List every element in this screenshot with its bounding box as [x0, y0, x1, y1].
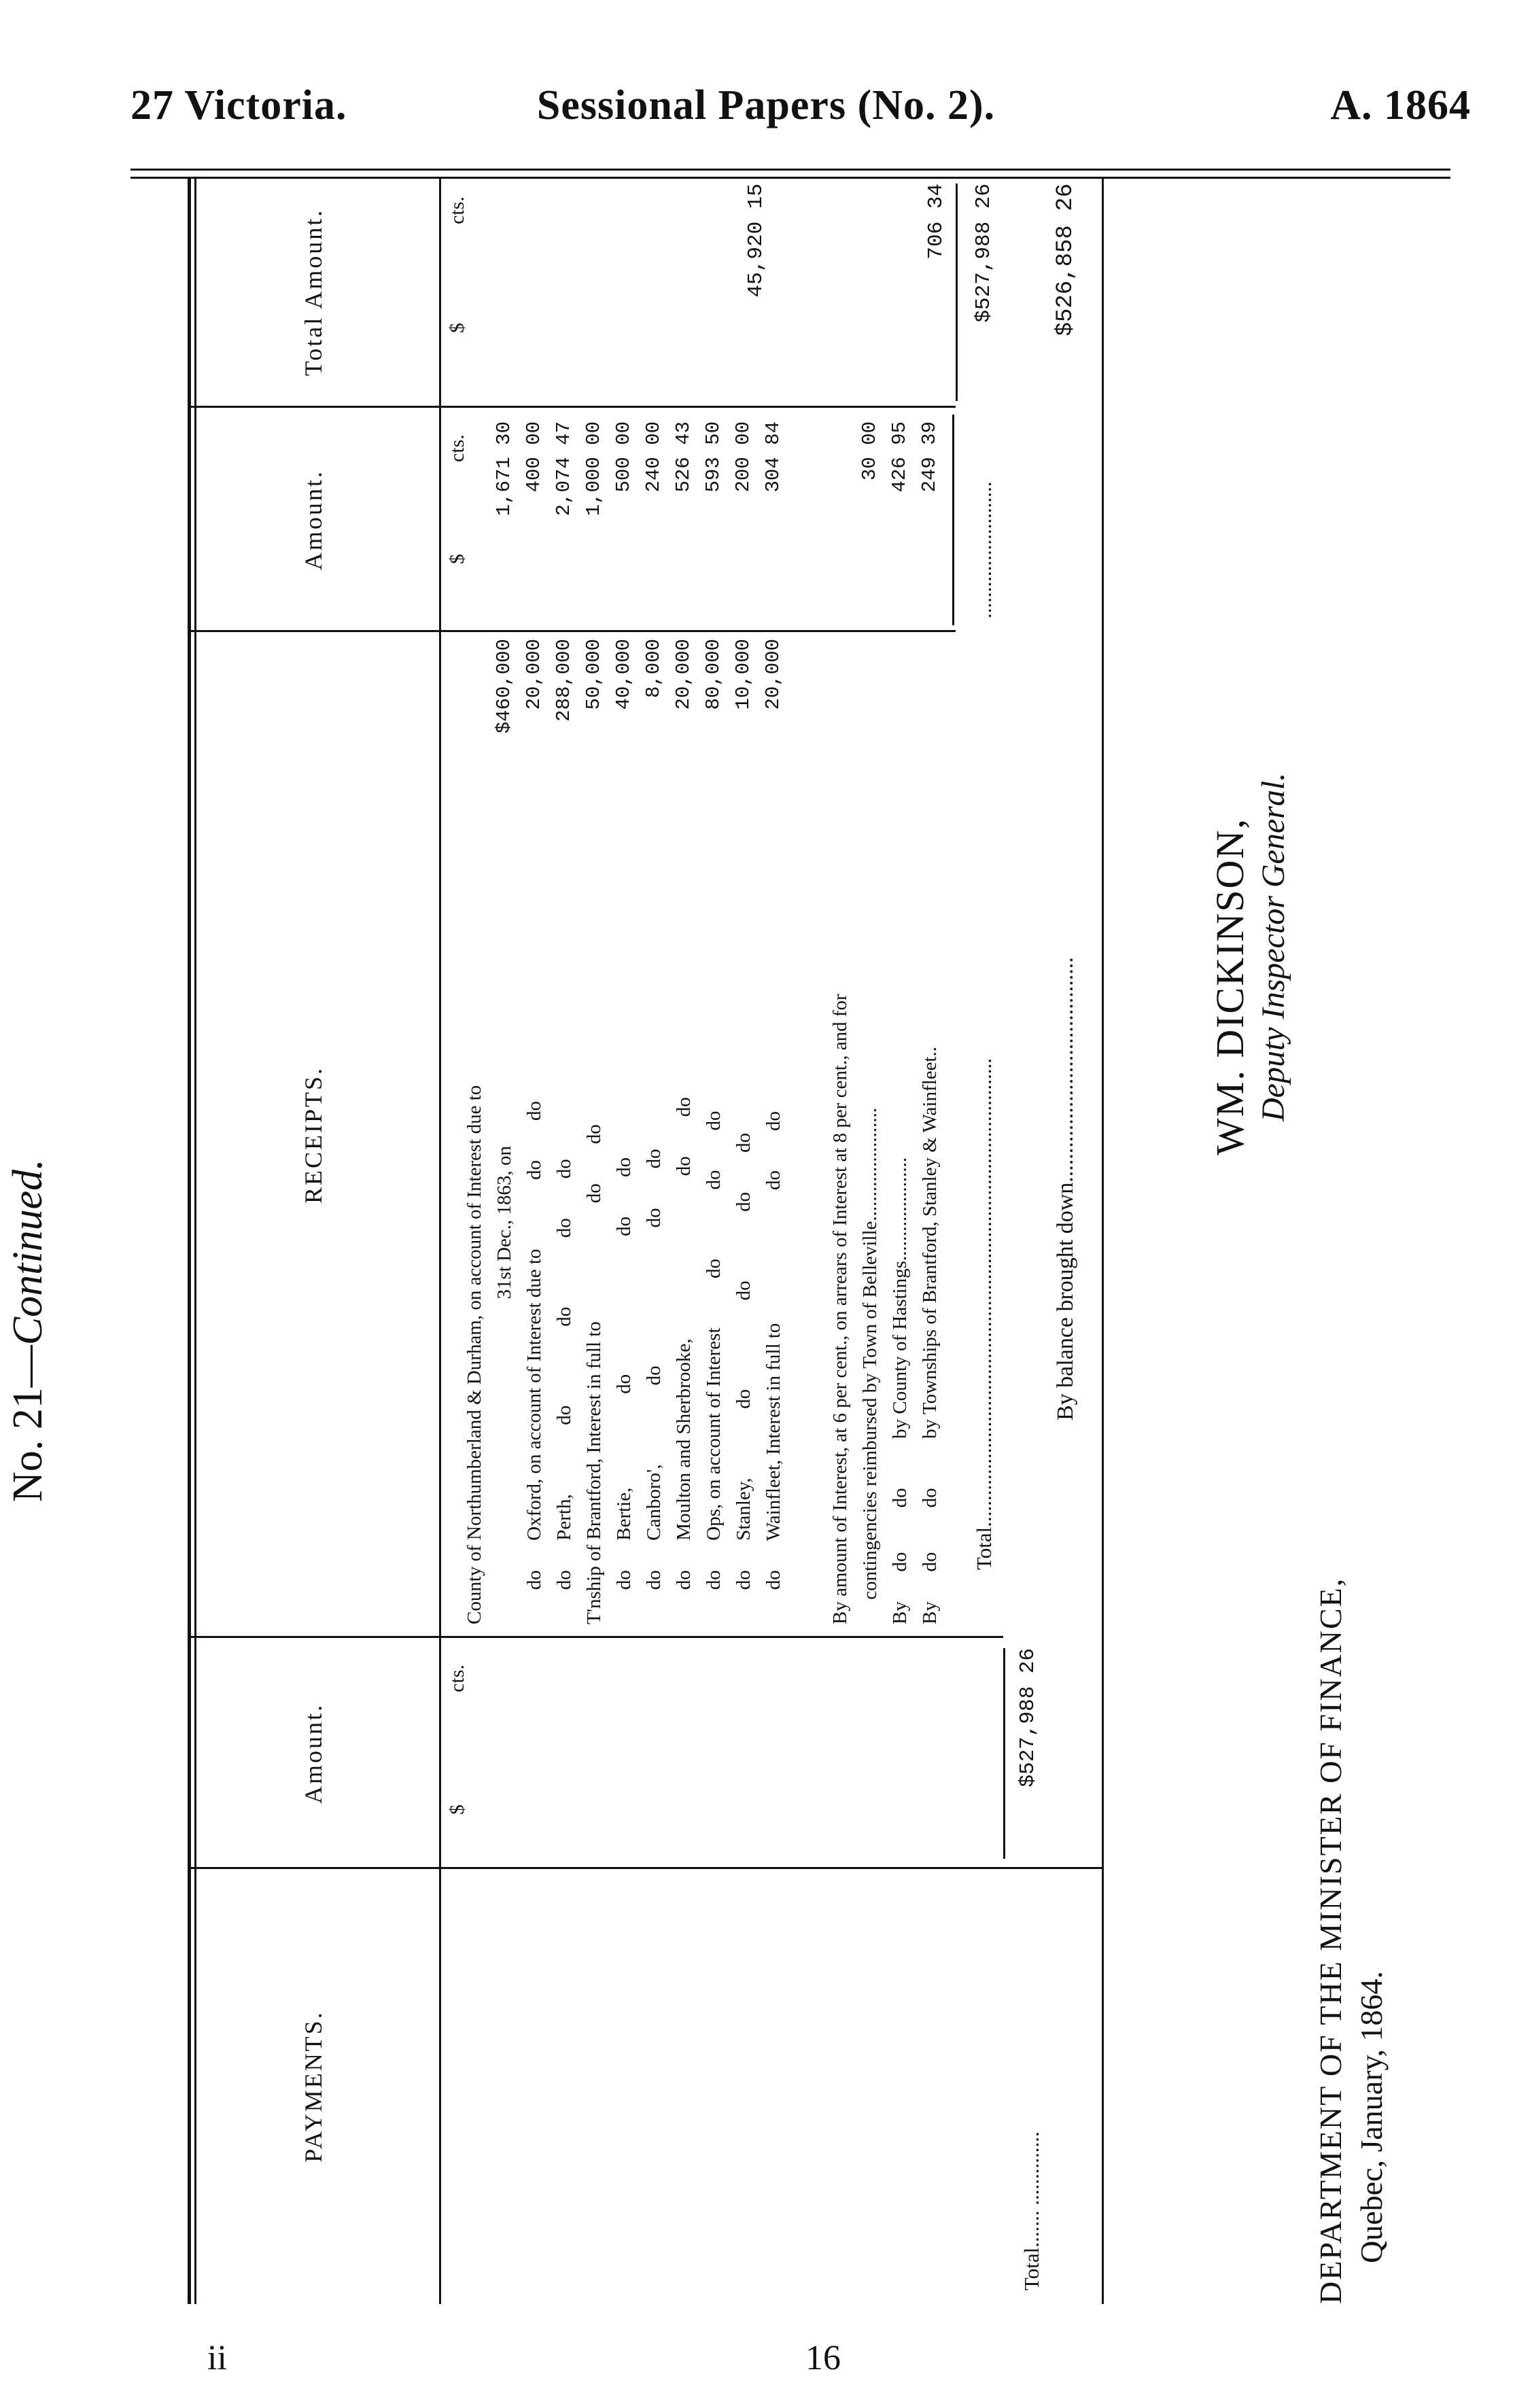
unit-cents-mid: cts.	[446, 434, 468, 462]
arrears-row-amount: 249 39	[918, 421, 941, 493]
receipt-row-principal: 20,000	[523, 639, 545, 710]
receipt-row-text: do Moulton and Sherbrooke, do do	[673, 1097, 695, 1624]
table-title: No. 21—Continued.	[5, 1159, 51, 1502]
total-rule	[956, 184, 958, 401]
col-payments: PAYMENTS.	[300, 2010, 327, 2163]
col-receipts: RECEIPTS.	[300, 1066, 327, 1204]
page-header-left: 27 Victoria.	[130, 82, 347, 128]
receipt-row-text: do Canboro', do do do	[643, 1149, 665, 1624]
balance-amount: $526,858 26	[1053, 184, 1079, 336]
receipt-row-principal: 20,000	[672, 639, 695, 710]
arrears-row-text: contingencies reimbursed by Town of Belleville.......................	[859, 1107, 881, 1624]
table-border-bottom	[1102, 177, 1104, 2304]
arrears-row-text: By amount of Interest, at 6 per cent., on arrears of Interest at 8 per cent., and for	[829, 994, 851, 1624]
receipt-row-amount	[459, 421, 489, 625]
subtotal-1: 45,920 15	[744, 184, 768, 298]
department-line: DEPARTMENT OF THE MINISTER OF FINANCE,	[1313, 1577, 1348, 2304]
rotated-financial-table	[5, 177, 1389, 2304]
receipt-row-amount: 200 00	[732, 421, 754, 493]
receipt-row-text: do Perth, do do do do	[553, 1159, 575, 1624]
arrears-rule	[952, 415, 954, 625]
receipt-row-amount: 1,000 00	[582, 421, 605, 517]
arrears-row-amount	[825, 421, 855, 625]
receipt-row-amount: 400 00	[523, 421, 545, 493]
receipt-row-principal	[459, 639, 489, 734]
col-total-amount: Total Amount.	[300, 208, 327, 377]
footer-left: ii	[207, 2339, 227, 2377]
receipt-row-text: do Bertie, do do do	[613, 1157, 635, 1624]
receipt-row-principal: 288,000	[553, 639, 575, 722]
page-header-right: A. 1864	[1330, 82, 1471, 128]
receipt-row-amount: 593 50	[702, 421, 725, 493]
receipt-row-text: do Ops, on account of Interest do do do	[703, 1111, 725, 1624]
receipt-row-text: do Wainfleet, Interest in full to do do	[763, 1111, 784, 1624]
signature-name: WM. DICKINSON,	[1208, 818, 1252, 1155]
receipt-row-principal: 80,000	[702, 639, 725, 710]
column-header-rule	[439, 177, 441, 2304]
unit-cents-left: cts.	[446, 1664, 468, 1692]
footer-page-number: 16	[805, 2339, 841, 2377]
receipt-row-text: County of Northumberland & Durham, on account of Interest due to	[464, 1085, 485, 1624]
receipt-row-amount: 1,671 30	[493, 421, 515, 517]
unit-dollar-mid: $	[446, 554, 468, 564]
receipt-row-text: T'nship of Brantford, Interest in full to do do	[583, 1124, 605, 1624]
receipt-row-principal: 20,000	[762, 639, 784, 710]
payments-total-amount: $527,988 26	[1016, 1648, 1040, 1787]
signature-title: Deputy Inspector General.	[1255, 772, 1291, 1121]
page-header-center: Sessional Papers (No. 2).	[536, 82, 996, 128]
receipt-row-amount: 240 00	[642, 421, 665, 493]
receipt-row-text: do Oxford, on account of Interest due to do do	[523, 1101, 545, 1624]
header-rule	[130, 169, 1450, 171]
col-amount-mid: Amount.	[300, 470, 327, 571]
receipt-row-text: do Stanley, do do do do	[733, 1132, 754, 1624]
receipt-row-text: 31st Dec., 1863, on	[493, 1145, 515, 1624]
payments-total-rule	[1003, 1648, 1005, 1859]
balance-label: By balance brought down.......................................	[1053, 957, 1078, 1420]
receipt-row-principal: 10,000	[732, 639, 754, 710]
receipt-row-principal: 50,000	[582, 639, 605, 710]
receipt-row-principal: $460,000	[493, 639, 515, 734]
unit-cents-total: cts.	[446, 196, 468, 224]
receipt-row-amount: 500 00	[612, 421, 635, 493]
col-amount-left: Amount.	[300, 1703, 327, 1804]
arrears-row-text: By do do by Townships of Brantford, Stanley & Wainfleet..	[919, 1047, 941, 1624]
receipts-total-amount: $527,988 26	[972, 184, 996, 323]
receipt-row-principal: 8,000	[642, 639, 665, 699]
subtotal-2: 706 34	[924, 184, 948, 260]
arrears-row-amount: 426 95	[888, 421, 911, 493]
unit-dollar-total: $	[446, 323, 468, 333]
receipts-total-dots: ..........................	[972, 481, 996, 618]
receipt-row-amount: 304 84	[762, 421, 784, 493]
payments-total-label: Total....... ..............	[1020, 2131, 1043, 2290]
department-place-date: Quebec, January, 1864.	[1354, 1970, 1389, 2263]
receipt-row-principal: 40,000	[612, 639, 635, 710]
unit-dollar-left: $	[446, 1804, 468, 1815]
receipt-row-amount: 2,074 47	[553, 421, 575, 517]
arrears-row-text: By do do by County of Hastings.....................	[889, 1157, 911, 1624]
receipt-row-amount: 526 43	[672, 421, 695, 493]
arrears-row-amount: 30 00	[858, 421, 881, 481]
receipts-total-label: Total.........................................................................................	[972, 1058, 996, 1570]
